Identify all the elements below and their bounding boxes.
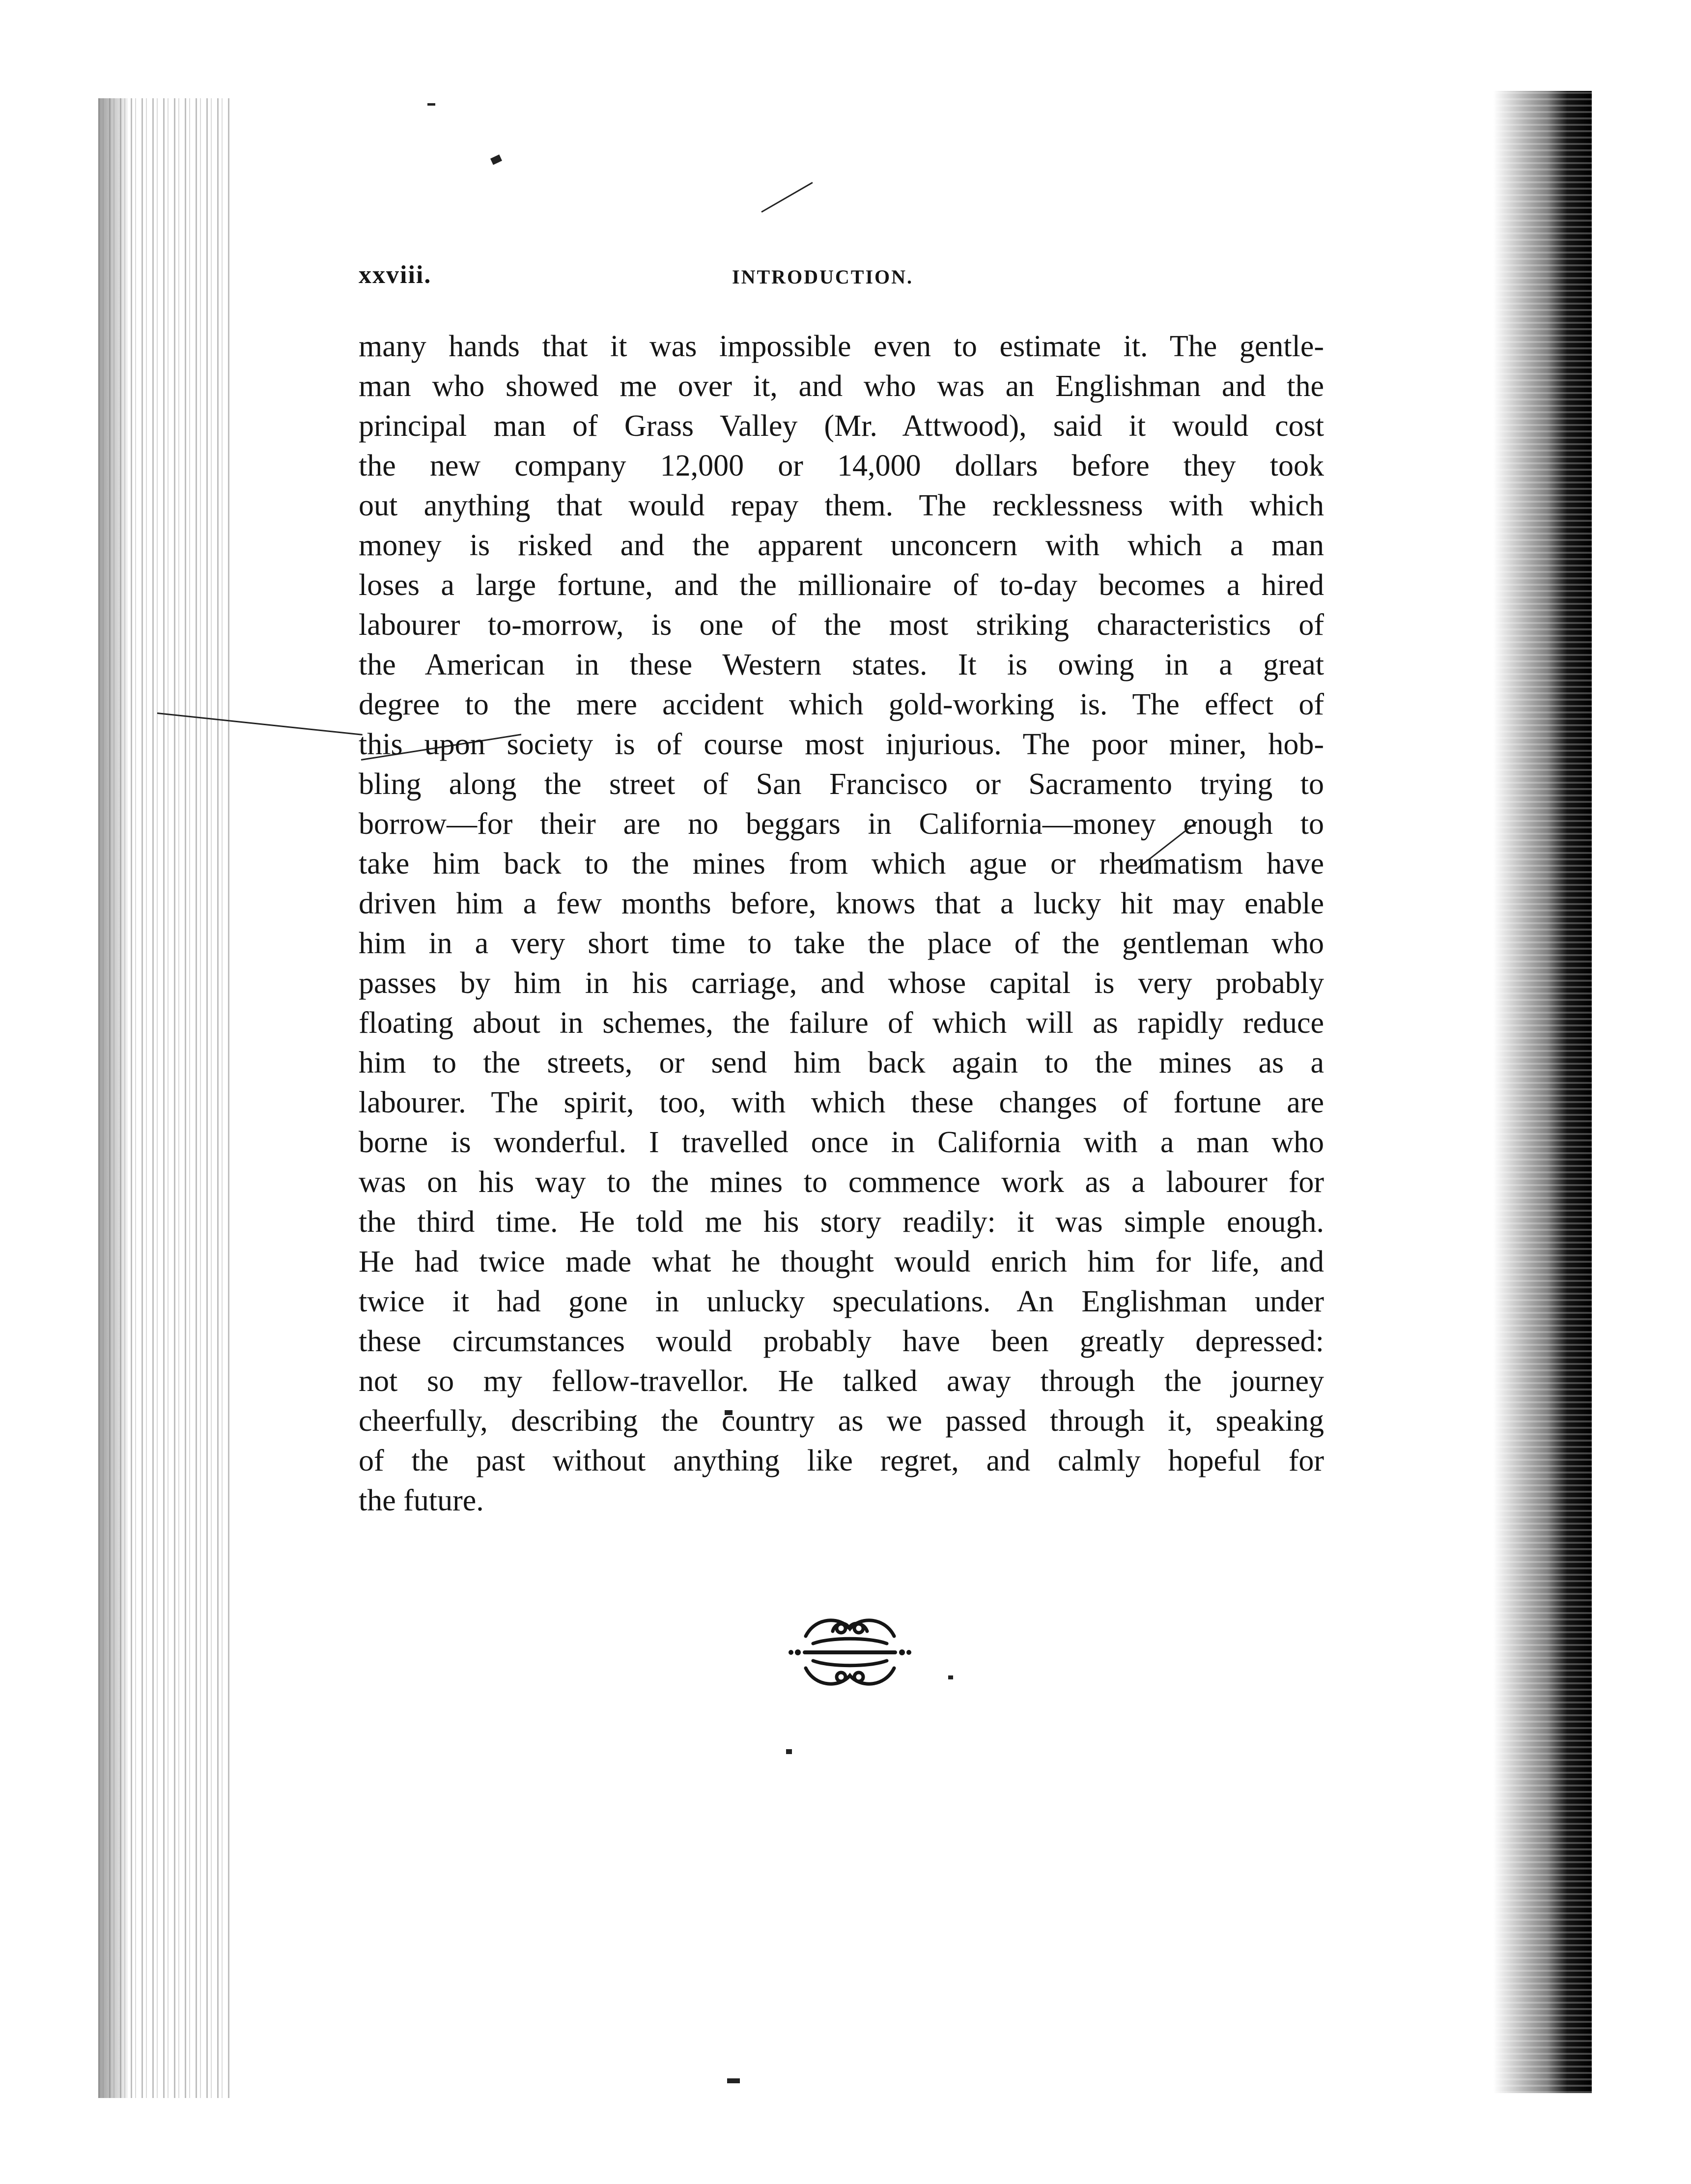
text-line: many hands that it was impossible even to estimate it. The gentle- (359, 330, 1324, 363)
pen-stroke (761, 182, 813, 213)
text-line: him in a very short time to take the place of the gentleman who (359, 927, 1324, 960)
text-line: not so my fellow-travellor. He talked away through the journey (359, 1364, 1324, 1398)
page-number: xxviii. (359, 261, 432, 289)
text-line: of the past without anything like regret, and calmly hopeful for (359, 1444, 1324, 1477)
text-line: borrow—for their are no beggars in California—money enough to (359, 807, 1324, 841)
text-line: twice it had gone in unlucky speculations. An Englishman under (359, 1285, 1324, 1318)
text-line: the third time. He told me his story readily: it was simple enough. (359, 1205, 1324, 1239)
text-line: man who showed me over it, and who was an Englishman and the (359, 369, 1324, 403)
ink-speck (786, 1749, 792, 1754)
right-edge-shadow (1494, 91, 1592, 2093)
text-line: money is risked and the apparent unconcern with which a man (359, 529, 1324, 562)
text-line: principal man of Grass Valley (Mr. Attwood), said it would cost (359, 409, 1324, 443)
text-line: loses a large fortune, and the millionaire of to-day becomes a hired (359, 568, 1324, 602)
text-line: labourer to-morrow, is one of the most striking characteristics of (359, 608, 1324, 642)
text-line: labourer. The spirit, too, with which these changes of fortune are (359, 1086, 1324, 1119)
text-line: floating about in schemes, the failure of which will as rapidly reduce (359, 1006, 1324, 1040)
text-line: the future. (359, 1484, 484, 1517)
text-line: bling along the street of San Francisco or Sacramento trying to (359, 767, 1324, 801)
text-line: borne is wonderful. I travelled once in California with a man who (359, 1126, 1324, 1159)
ink-speck (727, 2078, 740, 2083)
text-line: driven him a few months before, knows that a lucky hit may enable (359, 887, 1324, 920)
text-line: the new company 12,000 or 14,000 dollars before they took (359, 449, 1324, 482)
text-line: cheerfully, describing the country as we passed through it, speaking (359, 1404, 1324, 1438)
text-line: He had twice made what he thought would enrich him for life, and (359, 1245, 1324, 1278)
text-line: passes by him in his carriage, and whose capital is very probably (359, 966, 1324, 1000)
text-line: the American in these Western states. It is owing in a great (359, 648, 1324, 681)
binding-edge-shadow (98, 98, 231, 2098)
ink-speck (427, 103, 435, 106)
ink-speck (948, 1675, 953, 1679)
tailpiece-ornament (786, 1607, 914, 1700)
text-line: take him back to the mines from which ague or rheumatism have (359, 847, 1324, 880)
body-text (359, 327, 1324, 1521)
text-line: out anything that would repay them. The recklessness with which (359, 489, 1324, 522)
running-title: INTRODUCTION. (732, 266, 914, 288)
running-head (359, 260, 1317, 295)
text-line: degree to the mere accident which gold-working is. The effect of (359, 688, 1324, 721)
text-line: him to the streets, or send him back again to the mines as a (359, 1046, 1324, 1079)
text-line: was on his way to the mines to commence work as a labourer for (359, 1165, 1324, 1199)
text-line: these circumstances would probably have been greatly depressed: (359, 1325, 1324, 1358)
text-line: this upon society is of course most injurious. The poor miner, hob- (359, 728, 1324, 761)
ink-speck (490, 154, 502, 165)
